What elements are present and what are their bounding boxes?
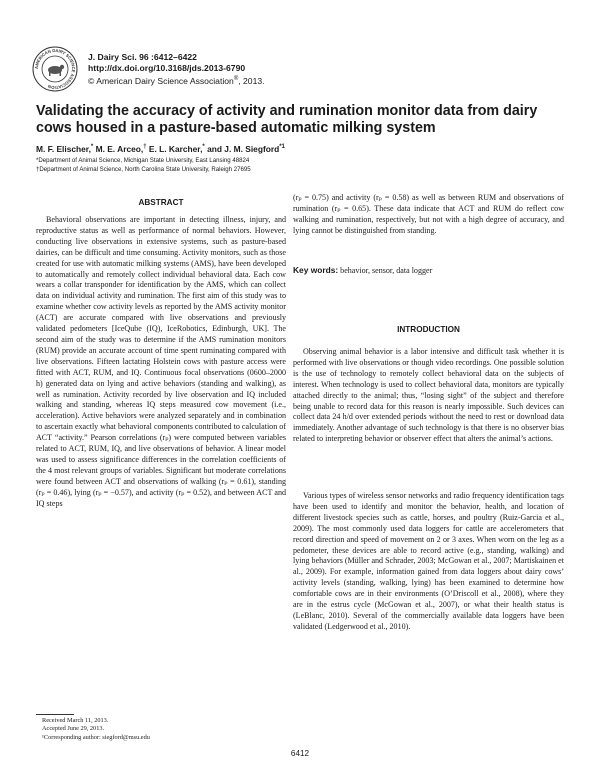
author-name: M. F. Elischer, [36, 144, 91, 154]
adsa-seal-logo [32, 46, 78, 92]
introduction-paragraph: Observing animal behavior is a labor intensive and difficult task whether it is performed with live observations or though video recordings. One possible solution is the use of technology to remotely collect behavioral data on the subjects of interest. When technology is used to collect behavioral data, monitors are typically attached directly to the animal; thus, “losing sight” of the subject and therefore being unable to record data for this reason is nearly impossible. Such devices can collect data 24 h/d over extended periods without the need to rest or download data immediately. Another advantage of such technology is that there is no observer bias related to interpreting behavior or observer effect that alters the animal’s actions. [293, 347, 564, 444]
keywords [293, 265, 564, 277]
footnotes [36, 717, 286, 742]
keywords-label: Key words: [293, 265, 339, 275]
author-name: and J. M. Siegford [207, 144, 280, 154]
footnote-accepted: Accepted June 29, 2013. [42, 725, 105, 733]
journal-citation: J. Dairy Sci. 96 :6412–6422 [88, 52, 197, 62]
affiliation: †Department of Animal Science, North Carolina State University, Raleigh 27695 [36, 166, 251, 173]
abstract-continuation: (rₚ = 0.75) and activity (rₚ = 0.58) as well as between RUM and observations of rumination (rₚ = 0.65). These data indicate that ACT and RUM do reflect cow walking and rumination, respectively, but not with a high degree of accuracy, and lying cannot be distinguished from standing. [293, 193, 564, 235]
seal-text: AMERICAN DAIRY SCIENCE ASSOCIATION [33, 47, 77, 91]
keywords-values: behavior, sensor, data logger [340, 266, 433, 275]
journal-header [88, 52, 265, 87]
author-name: M. E. Arceo, [95, 144, 144, 154]
author-name: E. L. Karcher, [148, 144, 203, 154]
introduction-paragraph: Various types of wireless sensor networks and radio frequency identification tags have been used to identify and monitor the behavior, health, and location of different livestock species such as cattle, horses, and poultry (Ruiz-Garcia et al., 2009). The most commonly used data loggers for cattle are accelerometers that record direction and speed of movement on 2 or 3 axes. When worn on the leg as a pedometer, these devices are able to record active (e.g., standing, walking) and lying behaviors (Müller and Schrader, 2003; McGowan et al., 2007; Martiskainen et al., 2009). For example, information gained from data loggers about dairy cows’ activity levels (standing, walking, lying) has been examined to determine how comfortable cows are in their environments (O’Driscoll et al., 2008), where they are in the estrus cycle (McGowan et al., 2007), or what their health status is (LeBlanc, 2010). Several of the commercially available data loggers have been validated (Ledgerwood et al., 2010). [293, 491, 565, 631]
affiliation: *Department of Animal Science, Michigan State University, East Lansing 48824 [36, 157, 250, 164]
page-number: 6412 [290, 749, 310, 758]
abstract-body: Behavioral observations are important in detecting illness, injury, and reproductive status as well as performance of normal behaviors. However, conducting live observations in extensive systems, such as pasture-based dairies, can be difficult and time consuming. Activity monitors, such as those created for use with automatic milking systems (AMS), have been developed to automatically and remotely collect individual behavioral data. Each cow wears a collar transponder for identification by the AMS, which can collect data on individual activity and rumination. The first aim of this study was to examine whether cow activity levels as reported by the AMS activity monitor (ACT) are accurate compared with live observations and previously validated pedometers [IceQube (IQ), IceRobotics, Edinburgh, UK]. The second aim of the study was to determine if the AMS rumination monitors (RUM) provide an accurate account of time spent ruminating compared with live observations. Fifteen lactating Holstein cows with pasture access were fitted with ACT, RUM, and IQ. Continuous focal observations (0600–2000 h) generated data on lying and active behaviors (standing and walking), as well as rumination. Activity recorded by live observation and IQ included walking and standing, whereas IQ steps measured cow movement (i.e., acceleration). Active behaviors were analyzed separately and in combination to ascertain exactly what behavioral components contributed to calculation of ACT “activity.” Pearson correlations (rₚ) were computed between variables related to ACT, RUM, IQ, and live observations of behavior. A linear model was used to assess significance differences in the correlation coefficients of the 4 most relevant groups of variables. Significant but moderate correlations were found between ACT and observations of walking (rₚ = 0.61), standing (rₚ = 0.46), lying (rₚ = −0.57), and activity (rₚ = 0.52), and between ACT and IQ steps [36, 215, 286, 508]
copyright-line: © American Dairy Science Association®, 2013. [88, 76, 265, 87]
article-title: Validating the accuracy of activity and rumination monitor data from dairy cows housed in a pasture-based automatic milking system [36, 103, 538, 136]
introduction-heading: INTRODUCTION [397, 325, 460, 334]
doi-link[interactable]: http://dx.doi.org/10.3168/jds.2013-6790 [88, 63, 246, 74]
footnote-divider [36, 714, 74, 715]
abstract-heading: ABSTRACT [138, 198, 184, 207]
author-list: M. F. Elischer,* M. E. Arceo,† E. L. Karcher,* and J. M. Siegford$^{*1}$ [36, 144, 285, 154]
footnote-corresponding-author: ¹Corresponding author: siegford@msu.edu [42, 733, 150, 741]
footnote-received: Received March 11, 2013. [42, 717, 109, 724]
